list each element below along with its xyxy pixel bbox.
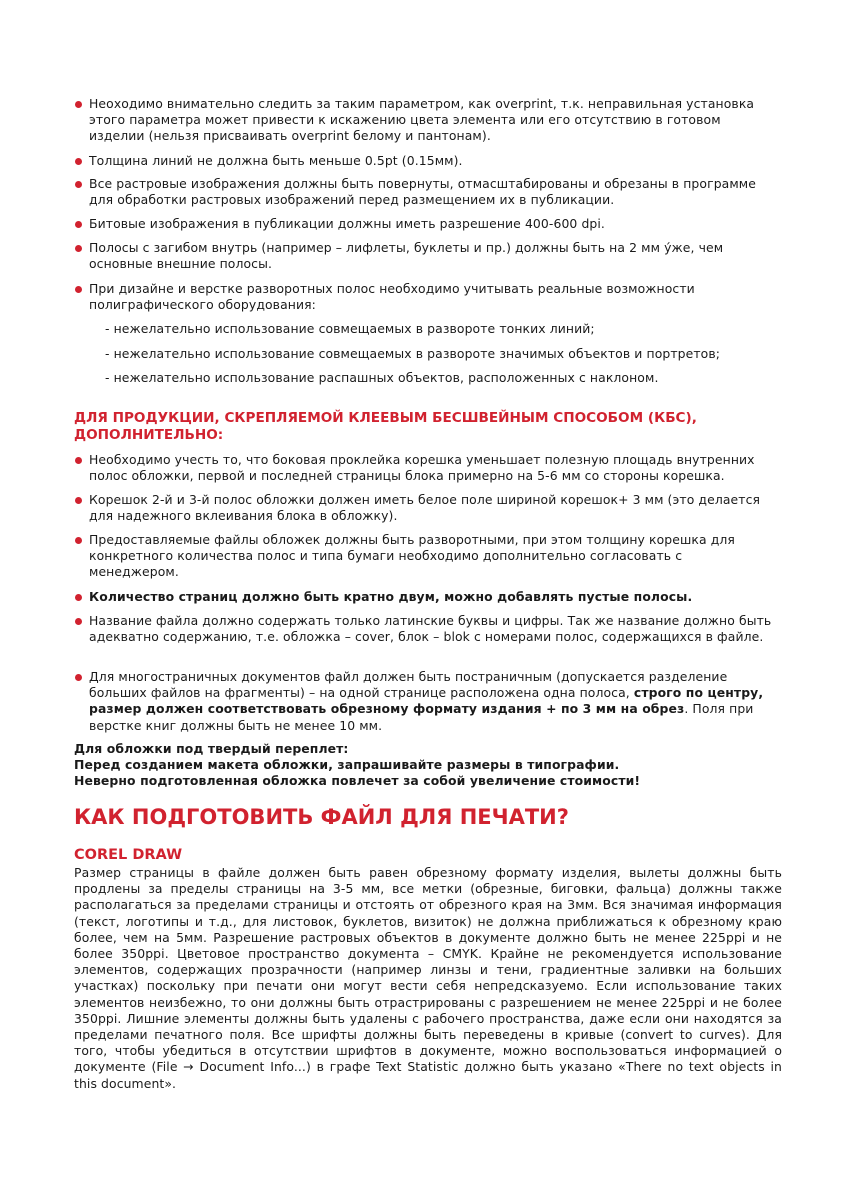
list-item <box>74 281 774 313</box>
hardcover-note: Неверно подготовленная обложка повлечет за собой увеличение стоимости! <box>74 773 641 789</box>
bullet-icon <box>75 537 82 544</box>
list-item-text: Толщина линий не должна быть меньше 0.5pt (0.15мм). <box>89 153 463 168</box>
hardcover-note: Перед созданием макета обложки, запрашивайте размеры в типографии. <box>74 757 620 773</box>
list-item-text: Необходимо учесть то, что боковая проклейка корешка уменьшает полезную площадь внутренних полос обложки, первой и последней страницы блока примерно на 5-6 мм со стороны корешка. <box>89 452 755 484</box>
bullet-icon <box>75 594 82 601</box>
list-item-text: Полосы с загибом внутрь (например – лифлеты, буклеты и пр.) должны быть на 2 мм у́же, чем основные внешние полосы. <box>89 240 724 272</box>
list-item <box>74 240 774 272</box>
list-item-text-bold: строго по центру, размер должен соответствовать обрезному формату издания + по 3 мм на обрез <box>89 685 764 717</box>
list-item <box>74 96 774 145</box>
list-item <box>74 216 774 232</box>
list-item-text: Количество страниц должно быть кратно двум, можно добавлять пустые полосы. <box>89 589 693 604</box>
bullet-icon <box>75 181 82 188</box>
bullet-icon <box>75 286 82 293</box>
list-item-text: При дизайне и верстке разворотных полос необходимо учитывать реальные возможности полиграфического оборудования: <box>89 281 695 313</box>
list-item-text: Неоходимо внимательно следить за таким параметром, как overprint, т.к. неправильная установка этого параметра может привести к искажению цвета элемента или его отсутствию в готовом изделии (нельзя присваивать overprint белому и пантонам). <box>89 96 755 144</box>
list-item <box>74 153 774 169</box>
list-item <box>74 532 774 581</box>
list-item <box>74 613 774 645</box>
list-item-text: Корешок 2-й и 3-й полос обложки должен иметь белое поле шириной корешок+ 3 мм (это делается для надежного вклеивания блока в обложку). <box>89 492 761 524</box>
bullet-icon <box>75 674 82 681</box>
list-item-text: Предоставляемые файлы обложек должны быть разворотными, при этом толщину корешка для конкретного количества полос и типа бумаги необходимо дополнительно согласовать с менеджером. <box>89 532 735 580</box>
bullet-icon <box>75 101 82 108</box>
list-item <box>74 669 774 734</box>
bullet-icon <box>75 221 82 228</box>
section-title: КАК ПОДГОТОВИТЬ ФАЙЛ ДЛЯ ПЕЧАТИ? <box>74 805 569 829</box>
bullet-icon <box>75 245 82 252</box>
section-heading-kbs: ДЛЯ ПРОДУКЦИИ, СКРЕПЛЯЕМОЙ КЛЕЕВЫМ БЕСШВЕЙНЫМ СПОСОБОМ (КБС), ДОПОЛНИТЕЛЬНО: <box>74 410 697 443</box>
bullet-icon <box>75 158 82 165</box>
bullet-icon <box>75 457 82 464</box>
hardcover-notes <box>74 741 794 790</box>
bullet-icon <box>75 497 82 504</box>
corel-paragraph: Размер страницы в файле должен быть равен обрезному формату изделия, вылеты должны быть продлены за пределы страницы на 3-5 мм, все метки (обрезные, биговки, фальца) должны также располагаться за пределами страницы и отстоять от обрезного края на 3мм. Вся значимая информация (текст, логотипы и т.д., для листовок, буклетов, визиток) не должна приближаться к обрезному краю более, чем на 5мм. Разрешение растровых объектов в документе должно быть не менее 225ppi и не более 350ppi. Цветовое пространство документа – CMYK. Крайне не рекомендуется использование элементов, содержащих прозрачности (например линзы и тени, градиентные заливки на больших участках) поскольку при печати они могут вести себя непредсказуемо. Если использование таких элементов неизбежно, то они должны быть отрастрированы с разрешением не менее 225ppi и не более 350ppi. Лишние элементы должны быть удалены с рабочего пространства, даже если они находятся за пределами печатного поля. Все шрифты должны быть переведены в кривые (convert to curves). Для того, чтобы убедиться в отсутствии шрифтов в документе, можно воспользоваться информацией о документе (File → Document Info...) в графе Text Statistic должно быть указано «There no text objects in this document». <box>74 865 782 1091</box>
list-item-text: Все растровые изображения должны быть повернуты, отмасштабированы и обрезаны в программе для обработки растровых изображений перед размещением их в публикации. <box>89 176 756 208</box>
list-item-text: Название файла должно содержать только латинские буквы и цифры. Так же название должно быть адекватно содержанию, т.е. обложка – cover, блок – blok с номерами полос, содержащихся в файле. <box>89 613 772 645</box>
subsection-title: COREL DRAW <box>74 847 183 863</box>
list-item <box>74 452 774 484</box>
list-item <box>74 492 774 524</box>
list-item-text-part2: . Поля при верстке книг должны быть не менее 10 мм. <box>89 701 754 733</box>
list-item <box>74 176 774 208</box>
list-item-text-part1: Для многостраничных документов файл должен быть постраничным (допускается разделение больших файлов на фрагменты) – на одной странице расположена одна полоса, <box>89 669 728 701</box>
dash-item: - нежелательно использование совмещаемых в развороте значимых объектов и портретов; <box>105 346 721 361</box>
dash-item: - нежелательно использование распашных объектов, расположенных с наклоном. <box>105 370 659 385</box>
list-item <box>74 589 774 605</box>
hardcover-note: Для обложки под твердый переплет: <box>74 741 349 756</box>
list-item-text: Битовые изображения в публикации должны иметь разрешение 400-600 dpi. <box>89 216 605 231</box>
bullet-icon <box>75 618 82 625</box>
dash-item: - нежелательно использование совмещаемых в развороте тонких линий; <box>105 321 595 336</box>
